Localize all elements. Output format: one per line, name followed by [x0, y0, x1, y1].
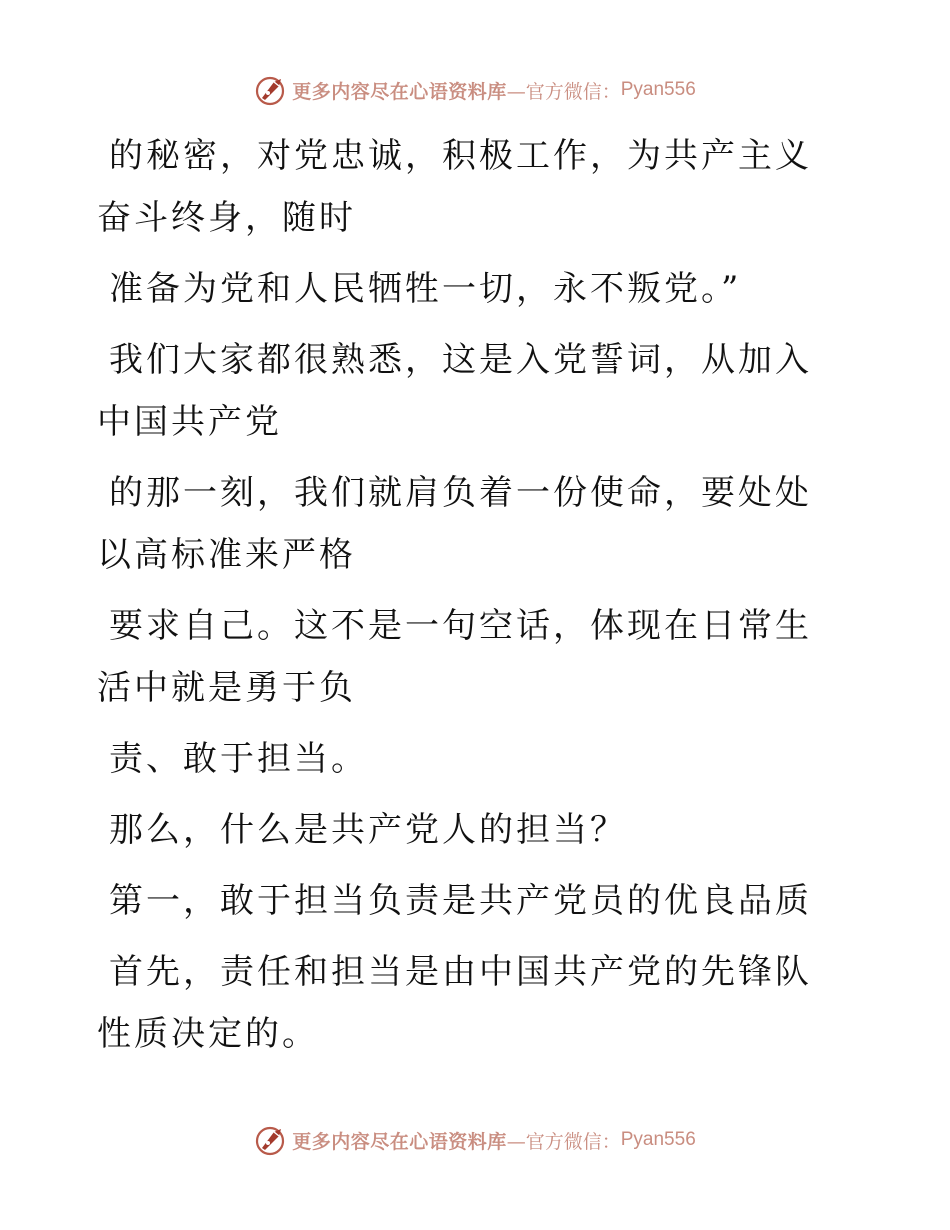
- footer-wechat-id: Pyan556: [620, 1129, 696, 1150]
- paragraph: 第一，敢于担当负责是共产党员的优良品质: [109, 881, 812, 921]
- paragraph: 要求自己。这不是一句空话，体现在日常生活中就是勇于负: [97, 606, 812, 708]
- footer-wechat-label: —官方微信：: [506, 1130, 621, 1153]
- pen-nib-logo-icon: [254, 73, 288, 107]
- header-site-name: 更多内容尽在心语资料库: [292, 80, 507, 103]
- paragraph: 的那一刻，我们就肩负着一份使命，要处处以高标准来严格: [97, 473, 812, 575]
- paragraph: 那么，什么是共产党人的担当？: [109, 810, 627, 850]
- footer-banner: [0, 1120, 950, 1160]
- paragraph: 我们大家都很熟悉，这是入党誓词，从加入中国共产党: [97, 340, 812, 442]
- header-wechat-id: Pyan556: [620, 79, 696, 100]
- paragraph: 准备为党和人民牺牲一切，永不叛党。”: [109, 269, 742, 309]
- paragraph: 首先，责任和担当是由中国共产党的先锋队性质决定的。: [97, 952, 812, 1054]
- document-body: [97, 125, 837, 1074]
- paragraph: 的秘密，对党忠诚，积极工作，为共产主义奋斗终身，随时: [97, 136, 812, 238]
- header-wechat-label: —官方微信：: [506, 80, 621, 103]
- footer-site-name: 更多内容尽在心语资料库: [292, 1130, 507, 1153]
- pen-nib-logo-icon: [254, 1123, 288, 1157]
- paragraph: 责、敢于担当。: [109, 739, 368, 779]
- header-banner: [0, 70, 950, 110]
